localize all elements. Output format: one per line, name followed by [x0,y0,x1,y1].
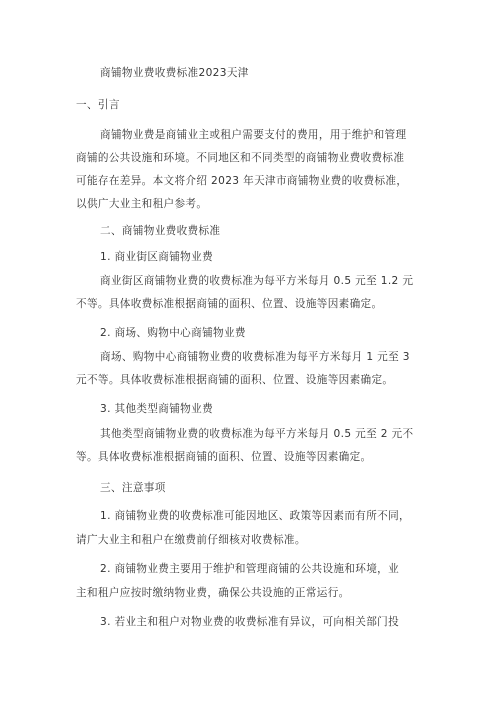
paragraph-line: 商场、购物中心商铺物业费的收费标准为每平方米每月 1 元至 3 [100,351,410,363]
paragraph-line: 其他类型商铺物业费的收费标准为每平方米每月 0.5 元至 2 元不 [100,428,414,440]
document-title: 商铺物业费收费标准2023天津 [100,67,249,79]
paragraph-line: 2. 商铺物业费主要用于维护和管理商铺的公共设施和环境，业 [100,563,400,575]
paragraph-line: 以供广大业主和租户参考。 [76,198,208,210]
paragraph-line: 元不等。具体收费标准根据商铺的面积、位置、设施等因素确定。 [76,374,394,386]
section-heading-notes: 三、注意事项 [100,482,166,494]
paragraph-line: 商铺物业费是商铺业主或租户需要支付的费用，用于维护和管理 [100,129,407,141]
section-heading-fees: 二、商铺物业费收费标准 [100,225,221,237]
paragraph-line: 可能存在差异。本文将介绍 2023 年天津市商铺物业费的收费标准， [76,175,408,187]
paragraph-line: 1. 商铺物业费的收费标准可能因地区、政策等因素而有所不同， [100,510,411,522]
paragraph-line: 主和租户应按时缴纳物业费，确保公共设施的正常运行。 [76,587,350,599]
paragraph-line: 商业街区商铺物业费的收费标准为每平方米每月 0.5 元至 1.2 元 [100,275,414,287]
paragraph-line: 等。具体收费标准根据商铺的面积、位置、设施等因素确定。 [76,451,372,463]
paragraph-line: 请广大业主和租户在缴费前仔细核对收费标准。 [76,534,306,546]
paragraph-line: 不等。具体收费标准根据商铺的面积、位置、设施等因素确定。 [76,298,383,310]
item-heading-3: 3. 其他类型商铺物业费 [100,403,214,415]
section-heading-intro: 一、引言 [76,99,120,111]
paragraph-line: 3. 若业主和租户对物业费的收费标准有异议，可向相关部门投 [100,616,400,628]
item-heading-1: 1. 商业街区商铺物业费 [100,251,214,263]
paragraph-line: 商铺的公共设施和环境。不同地区和不同类型的商铺物业费收费标准 [76,152,405,164]
item-heading-2: 2. 商场、购物中心商铺物业费 [100,327,246,339]
